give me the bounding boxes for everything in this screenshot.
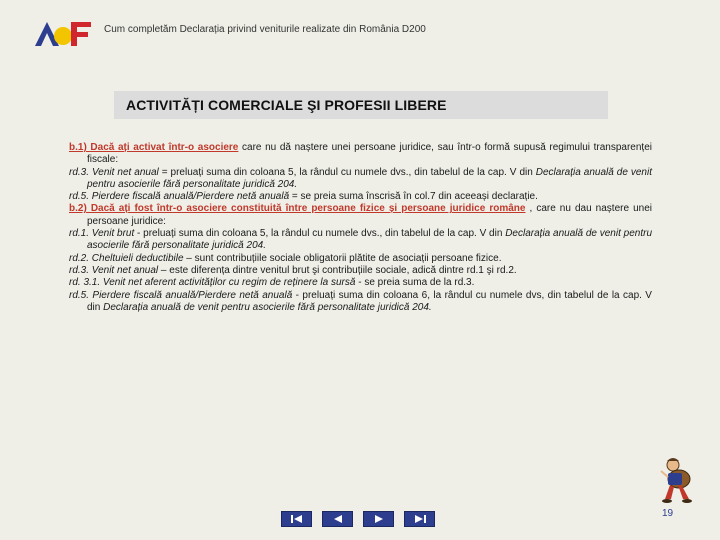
b2-rd5-text: - preluați suma din coloana 6, la rândul cu numele dvs, din tabelul de la cap. V din [87,289,652,313]
previous-slide-button[interactable] [322,511,353,527]
b2-rd1-text: - preluați suma din coloana 5, la rândul cu numele dvs., din tabelul de la cap. V din [134,228,506,240]
section-title: ACTIVITĂȚI COMERCIALE ŞI PROFESII LIBERE [126,97,447,113]
slide-navigation [281,511,435,527]
slide-content [69,142,652,314]
b2-rd3-text: – este diferența dintre venitul brut şi contribuțiile sociale, adică dintre rd.1 şi rd.2. [158,264,517,276]
b2-text: , care nu dau naștere unei persoane juridice: [87,203,652,227]
b1-text: care nu dă naștere unei persoane juridice, sau într-o formă supusă regimului transparenței fiscale: [87,142,652,166]
paragraph-b2-rd31 [69,277,652,289]
b1-rd5-text: = se preia suma înscrisă în col.7 din aceeași declarație. [289,191,538,203]
paragraph-b1-rd3 [69,167,652,192]
b2-rd31-text: - se preia suma de la rd.3. [355,277,475,289]
b1-rd3-label: rd.3. Venit net anual [69,166,159,178]
paragraph-b2-rd2 [69,253,652,265]
b2-rd31-label: rd. 3.1. Venit net aferent activităților cu regim de reținere la sursă [69,277,356,289]
first-slide-icon [290,514,304,524]
section-title-bar [114,91,608,119]
paragraph-b2-rd5 [69,290,652,315]
b2-rd1-label: rd.1. Venit brut [69,228,135,240]
presentation-header: Cum completăm Declarația privind veniturile realizate din România D200 [104,24,426,35]
anaf-logo [33,18,93,48]
b1-rd5-label: rd.5. Pierdere fiscală anuală/Pierdere netă anuală [69,191,290,203]
paragraph-b2-rd1 [69,228,652,253]
b2-rd5-doc: Declarația anuală de venit pentru asocierile fără personalitate juridică 204. [103,301,432,313]
mascot-illustration [653,455,703,505]
b2-rd3-label: rd.3. Venit net anual [69,264,159,276]
next-slide-icon [372,514,386,524]
next-slide-button[interactable] [363,511,394,527]
paragraph-b1-rd5 [69,191,652,203]
page-number: 19 [662,508,674,519]
last-slide-button[interactable] [404,511,435,527]
b2-rd1-doc: Declarația anuală de venit pentru asocierile fără personalitate juridică 204. [87,228,653,252]
b1-rd3-text: = preluați suma din coloana 5, la rândul cu numele dvs., din tabelul de la cap. V din [158,166,536,178]
b2-heading: b.2) Dacă ați fost într-o asociere constituită între persoane fizice și persoane juridice române [69,203,526,215]
paragraph-b2-rd3 [69,265,652,277]
b1-heading: b.1) Dacă ați activat într-o asociere [69,142,239,153]
paragraph-b2 [69,203,652,228]
last-slide-icon [413,514,427,524]
b2-rd2-text: – sunt contribuțiile sociale obligatorii plătite de asociații persoane fizice. [183,252,502,264]
first-slide-button[interactable] [281,511,312,527]
b2-rd2-label: rd.2. Cheltuieli deductibile [69,252,184,264]
paragraph-b1 [69,142,652,167]
previous-slide-icon [331,514,345,524]
b1-rd3-doc: Declarația anuală de venit pentru asocierile fără personalitate juridică 204. [87,166,652,190]
b2-rd5-label: rd.5. Pierdere fiscală anuală/Pierdere netă anuală [69,289,293,301]
